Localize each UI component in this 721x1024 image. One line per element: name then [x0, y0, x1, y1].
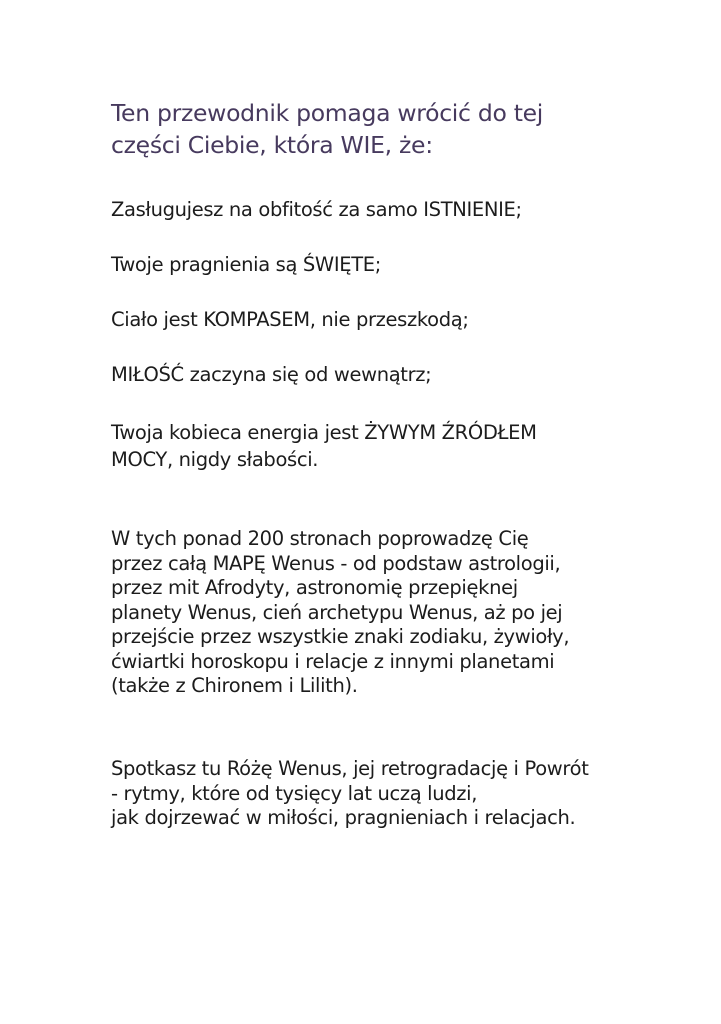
paragraph-line: przez całą MAPĘ Wenus - od podstaw astrologii, — [111, 551, 561, 575]
paragraph-line: planety Wenus, cień archetypu Wenus, aż po jej — [111, 600, 563, 624]
paragraph-venus-rhythms — [111, 757, 588, 831]
affirmation-line: Twoja kobieca energia jest ŻYWYM ŹRÓDŁEM — [111, 421, 537, 444]
paragraph-line: (także z Chironem i Lilith). — [111, 674, 358, 697]
paragraph-book-overview — [111, 527, 569, 699]
paragraph-line: W tych ponad 200 stronach poprowadzę Cię — [111, 527, 529, 550]
affirmation-line: MOCY, nigdy słabości. — [111, 447, 319, 471]
affirmation-body: Ciało jest KOMPASEM, nie przeszkodą; — [111, 308, 469, 331]
affirmation-desires: Twoje pragnienia są ŚWIĘTE; — [111, 253, 381, 276]
heading-line: Ten przewodnik pomaga wrócić do tej — [111, 99, 543, 127]
paragraph-line: Spotkasz tu Różę Wenus, jej retrogradację i Powrót — [111, 757, 589, 780]
affirmation-abundance: Zasługujesz na obfitość za samo ISTNIENIE; — [111, 198, 522, 221]
paragraph-line: przez mit Afrodyty, astronomię przepięknej — [111, 576, 518, 599]
paragraph-line: jak dojrzewać w miłości, pragnieniach i relacjach. — [111, 806, 576, 829]
affirmation-feminine-energy — [111, 420, 537, 473]
paragraph-line: - rytmy, które od tysięcy lat uczą ludzi, — [111, 781, 478, 805]
affirmation-love: MIŁOŚĆ zaczyna się od wewnątrz; — [111, 363, 432, 386]
heading-line: części Ciebie, która WIE, że: — [111, 131, 433, 159]
paragraph-line: przejście przez wszystkie znaki zodiaku, żywioły, — [111, 625, 570, 648]
paragraph-line: ćwiartki horoskopu i relacje z innymi planetami — [111, 649, 555, 673]
page-heading — [111, 97, 631, 161]
